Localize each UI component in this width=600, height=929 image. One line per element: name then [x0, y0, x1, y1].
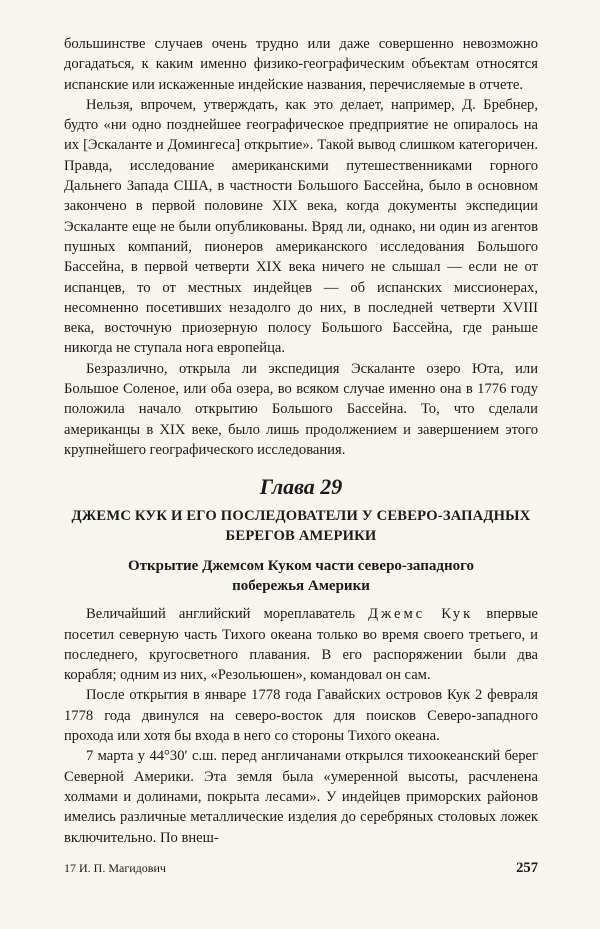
cook-name: Джемс Кук [368, 606, 474, 623]
paragraph-continued: большинстве случаев очень трудно или даже совершенно невозможно догадаться, к каким именно физико-географическим объектам относятся испанские или искаженные индейские названия, перечисляемые в отчете. [64, 36, 538, 93]
page-footer [64, 860, 538, 877]
paragraph-hawaii: После открытия в январе 1778 года Гавайских островов Кук 2 февраля 1778 года двинулся на северо-восток для поисков Северо-западного прохода или хотя бы входа в него со стороны Тихого океана. [64, 687, 538, 745]
paragraph-cook-intro [64, 604, 538, 685]
section-title: Открытие Джемсом Куком части северо-западного побережья Америки [127, 558, 475, 595]
cook-intro-start: Величайший английский мореплаватель [86, 606, 369, 623]
paragraph-great-basin: Безразлично, открыла ли экспедиция Эскаланте озеро Юта, или Большое Соленое, или оба озера, во всяком случае именно она в 1776 году положила начало открытию Большого Бассейна. То, что сделали американцы в XIX веке, было лишь продолжением и завершением этого крупнейшего географического исследования. [64, 360, 538, 458]
cook-intro-end: впервые посетил северную часть Тихого океана только во время своего третьего, и последнего, кругосветного плавания. В его распоряжении были два корабля; одним из них, «Резольюшен», командовал он сам. [64, 606, 538, 684]
signature-mark: 17 И. П. Магидович [64, 861, 166, 875]
paragraph-coast: 7 марта у 44°30′ с.ш. перед англичанами открылся тихоокеанский берег Северной Америки. Эта земля была «умеренной высоты, расчленена холмами и долинами, покрыта лесами». У индейцев приморских районов имелись различные металлические изделия до серебряных столовых ложек включительно. По внеш- [64, 748, 538, 846]
page-number: 257 [516, 860, 538, 876]
chapter-heading: Глава 29 [259, 474, 343, 500]
paragraph-brebner: Нельзя, впрочем, утверждать, как это делает, например, Д. Бребнер, будто «ни одно позднейшее географическое предприятие не опиралось на их [Эскаланте и Домингеса] открытие». Такой вывод слишком категоричен. Правда, исследование американскими путешественниками горного Дальнего Запада США, в частности Большого Бассейна, было в основном закончено в первой половине XIX века, когда документы экспедиции Эскаланте еще не были опубликованы. Вряд ли, однако, ни один из агентов пушных компаний, пионеров американского исследования Большого Бассейна, в первой четверти XIX века ничего не слышал — если не от испанцев, то от местных индейцев — об испанских миссионерах, несомненно посетивших незадолго до них, в последней четверти XVIII века, восточную приозерную полосу Большого Бассейна, где раньше никогда не ступала нога европейца. [64, 96, 538, 357]
chapter-title: ДЖЕМС КУК И ЕГО ПОСЛЕДОВАТЕЛИ У СЕВЕРО-ЗАПАДНЫХ БЕРЕГОВ АМЕРИКИ [71, 508, 531, 545]
